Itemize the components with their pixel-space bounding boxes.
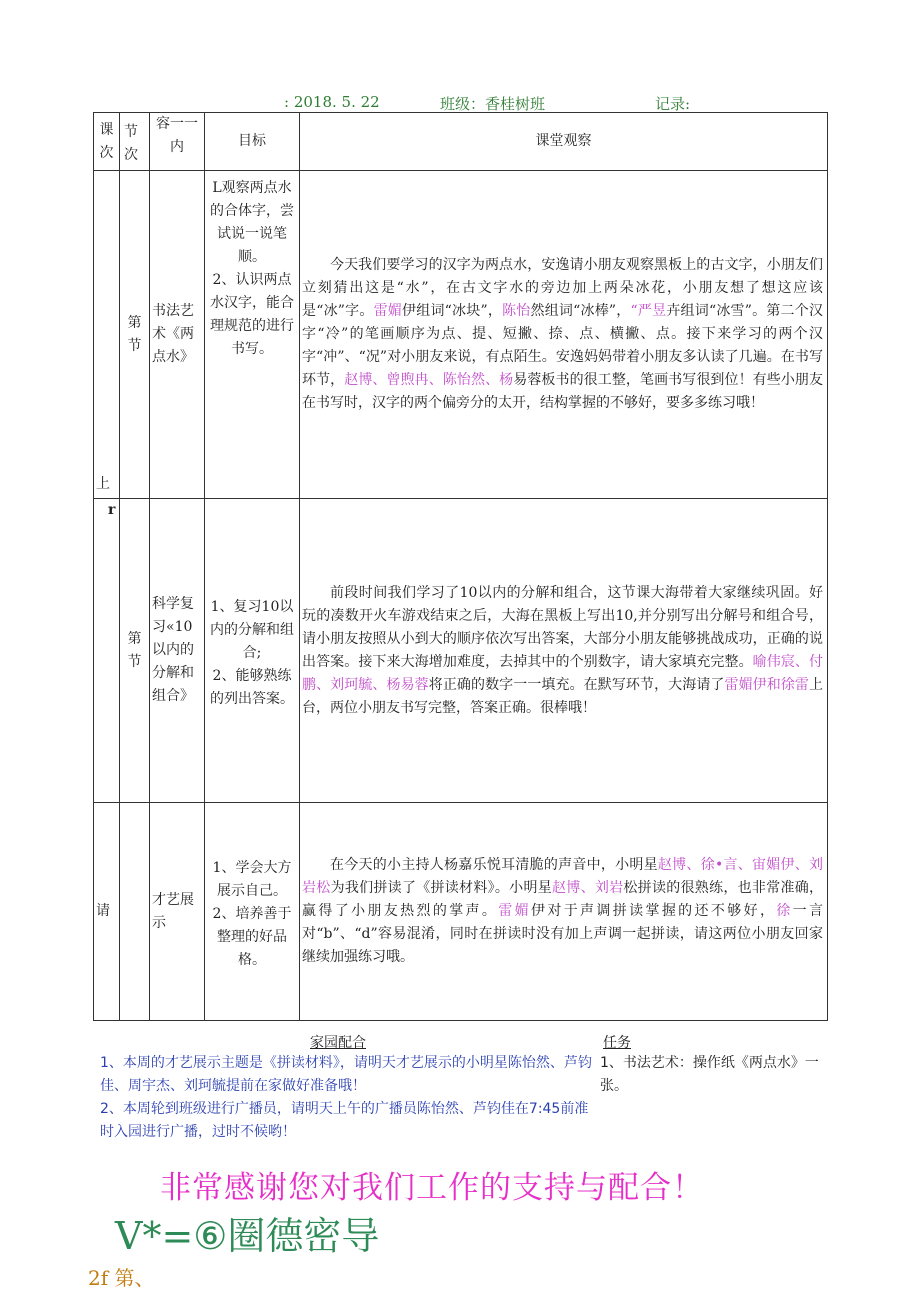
section-cell: 第 节 xyxy=(120,499,150,803)
observation-table xyxy=(93,112,828,1021)
observation-cell xyxy=(300,171,828,499)
stamp-text: V*=⑥圈德密导 xyxy=(115,1214,380,1258)
header-goal: 目标 xyxy=(205,113,300,171)
student-names: 徐 xyxy=(776,903,793,919)
observation-cell xyxy=(300,803,828,1021)
observation-text: 伊对于声调拼读掌握的还不够好， xyxy=(530,903,777,919)
goal-item: 2、培养善于整理的好品格。 xyxy=(212,906,292,968)
goal-item: L观察两点水的合体字，尝试说一说笔顺。 xyxy=(210,180,294,265)
task-item: 1、书法艺术：操作纸《两点水》一张。 xyxy=(600,1055,819,1094)
goal-cell xyxy=(205,803,300,1021)
side-mark-bottom: 请 xyxy=(94,803,120,1021)
header-class: 班级：香桂树班 xyxy=(440,95,546,113)
goal-item: 1、学会大方展示自己。 xyxy=(212,860,292,899)
observation-text: 将正确的数字一一填充。在默写环节，大海请了 xyxy=(428,676,725,693)
side-mark-top: 上 xyxy=(94,171,120,499)
observation-text: 然组词“冰棒”， xyxy=(530,303,631,319)
student-names: 雷媚 xyxy=(498,903,531,919)
observation-text: 前段时间我们学习了10以内的分解和组合，这节课大海带着大家继续巩固。好玩的凑数开火车游戏结束之后，大海在黑板上写出10,并分别写出分解号和组合号，请小朋友按照从小到大的顺序依次写出答案，大部分小朋友能够挑战成功，正确的说出答案。接下来大海增加难度，去掉其中的个别数字，请大家填充完整。 xyxy=(302,584,823,670)
goal-cell xyxy=(205,499,300,803)
subject-cell: 书法艺术《两点水》 xyxy=(150,171,205,499)
header-course-unit: 课次 xyxy=(94,113,120,171)
side-mark-mid: r xyxy=(94,499,120,803)
table-header-row xyxy=(94,113,828,171)
student-names: 赵博、曾煦冉、陈怡然、杨 xyxy=(344,372,514,388)
table-row xyxy=(94,803,828,1021)
observation-text: 在今天的小主持人杨嘉乐悦耳清脆的声音中，小明星 xyxy=(330,857,658,873)
header-date: : 2018. 5. 22 xyxy=(284,93,380,111)
header-section: 节次 xyxy=(120,113,150,171)
student-names: 雷媚伊和徐雷 xyxy=(724,676,809,693)
observation-text: 易蓉板书的很工整，笔画书写很到位！有些小朋友在书写时，汉字的两个偏旁分的太开，结构掌握的不够好，要多多练习哦！ xyxy=(302,372,823,411)
task-list xyxy=(600,1052,820,1098)
student-names: 喻伟宸、付鹏、刘珂毓、杨易蓉 xyxy=(302,653,824,693)
observation-text: 为我们拼读了《拼读材料》。小明星 xyxy=(330,880,553,896)
home-item: 2、本周轮到班级进行广播员，请明天上午的广播员陈怡然、芦钧佳在7:45前准时入园进行广播，过时不候哟！ xyxy=(100,1101,589,1140)
thanks-banner: 非常感谢您对我们工作的支持与配合！ xyxy=(160,1170,704,1206)
student-names: 陈怡 xyxy=(502,303,531,319)
section-cell xyxy=(120,803,150,1021)
header-content: 容一一内 xyxy=(150,113,205,171)
goal-cell xyxy=(205,171,300,499)
student-names: 赵博、刘岩 xyxy=(552,880,624,896)
footer-mark: 2f 第、 xyxy=(88,1266,155,1290)
header-record: 记录: xyxy=(655,95,691,113)
observation-text: 一言对“b”、“d”容易混淆，同时在拼读时没有加上声调一起拼读，请这两位小朋友回家继续加强练习哦。 xyxy=(302,903,824,965)
student-names: “严昱 xyxy=(630,303,667,319)
observation-text: 上台，两位小朋友书写完整，答案正确。很棒哦！ xyxy=(302,676,823,716)
subject-cell: 才艺展示 xyxy=(150,803,205,1021)
home-cooperation-title: 家园配合 xyxy=(310,1035,366,1051)
table-row xyxy=(94,499,828,803)
observation-text: 伊组词“冰块”， xyxy=(402,303,503,319)
student-names: 赵博、徐•言、宙媚伊、刘岩松 xyxy=(302,857,824,896)
header-observation: 课堂观察 xyxy=(300,113,828,171)
observation-text: 卉组词“冰雪”。第二个汉字“冷”的笔画顺序为点、提、短撇、捺、点、横撇、点。接下来学习的两个汉字“冲”、“况”对小朋友来说，有点陌生。安逸妈妈带着小朋友多认读了几遍。在书写环节， xyxy=(302,303,823,388)
table-row xyxy=(94,171,828,499)
student-names: 雷媚 xyxy=(373,303,403,319)
observation-text: 松拼读的很熟练，也非常准确，赢得了小朋友热烈的掌声。 xyxy=(302,880,824,919)
goal-item: 1、复习10以内的分解和组合; xyxy=(210,599,294,661)
home-cooperation-list xyxy=(100,1052,595,1144)
task-title: 任务 xyxy=(603,1035,631,1051)
section-cell: 第 节 xyxy=(120,171,150,499)
subject-cell: 科学复习«10以内的分解和组合》 xyxy=(150,499,205,803)
observation-text: 今天我们要学习的汉字为两点水，安逸请小朋友观察黑板上的古文字，小朋友们立刻猜出这是“水”，在古文字水的旁边加上两朵冰花，小朋友想了想这应该是“冰”字。 xyxy=(302,257,823,319)
goal-item: 2、能够熟练的列出答案。 xyxy=(210,668,294,707)
observation-cell xyxy=(300,499,828,803)
goal-item: 2、认识两点水汉字，能合理规范的进行书写。 xyxy=(210,272,294,357)
home-item: 1、本周的才艺展示主题是《拼读材料》，请明天才艺展示的小明星陈怡然、芦钧佳、周宇杰、刘珂毓提前在家做好准备哦！ xyxy=(100,1055,592,1094)
